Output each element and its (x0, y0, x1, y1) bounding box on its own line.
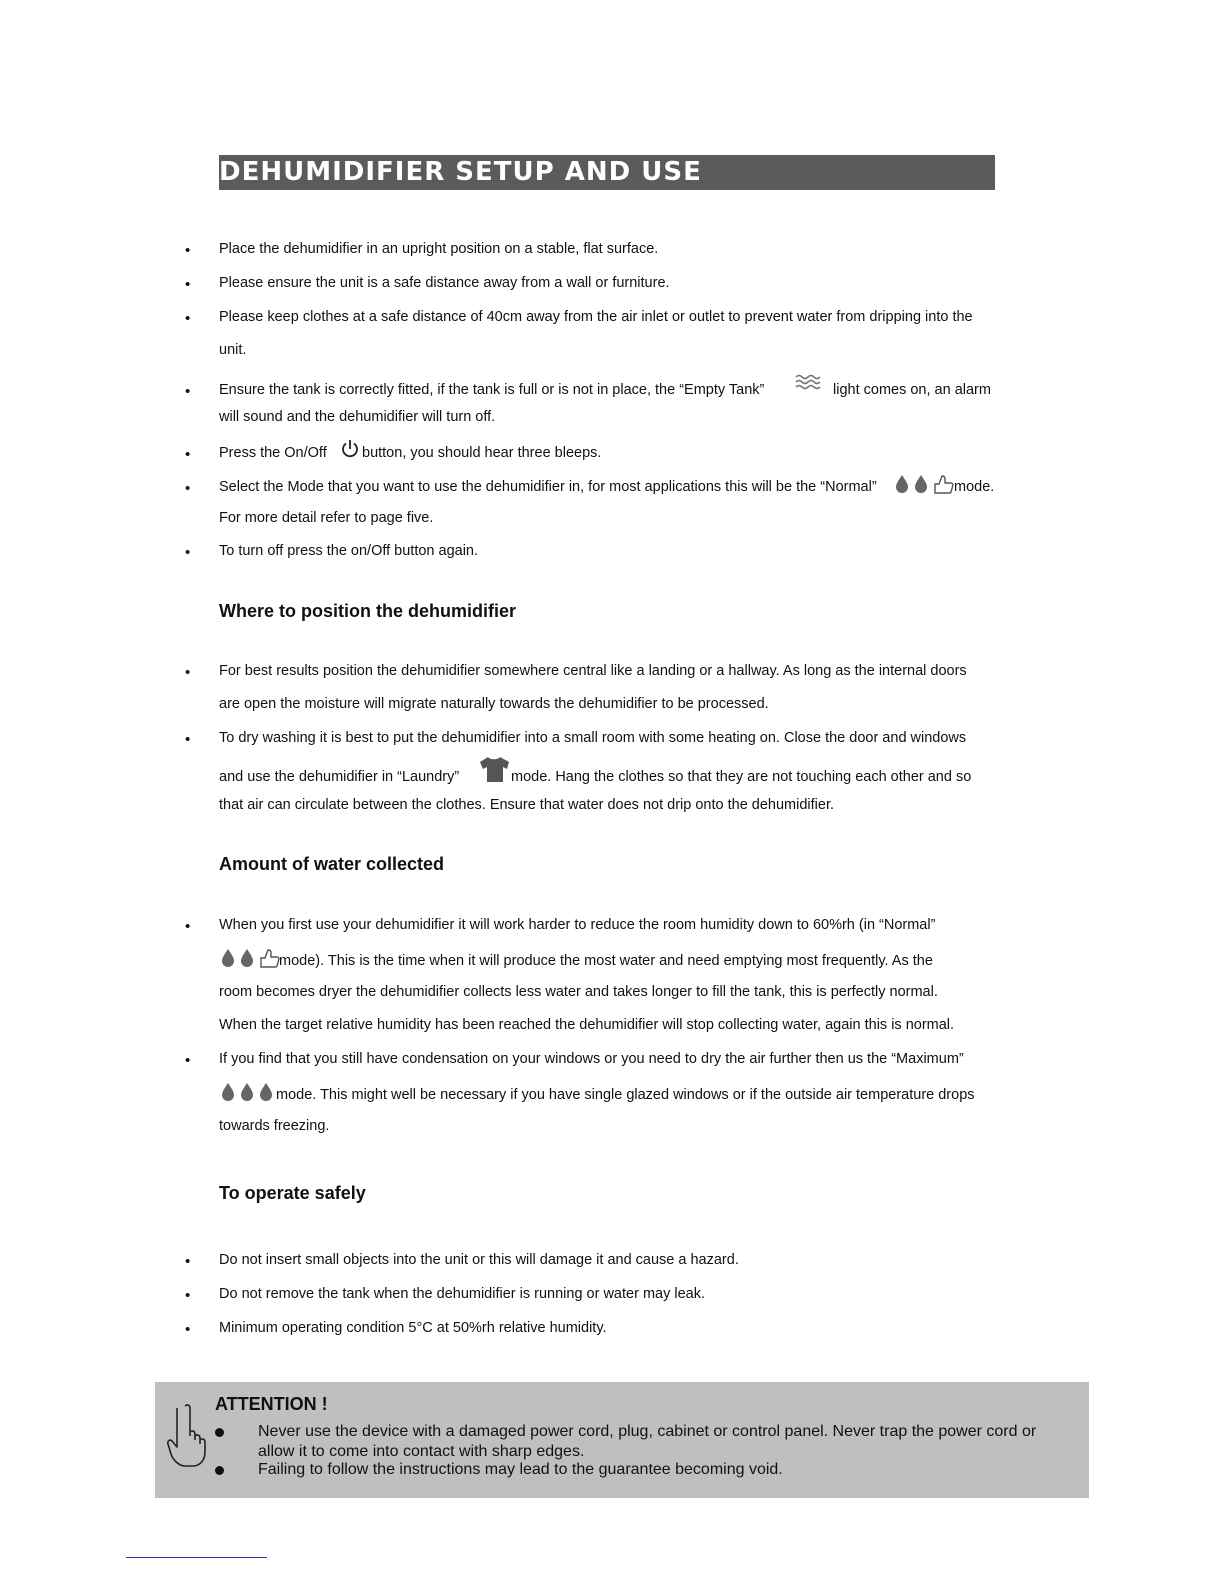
maximum-mode-icon (220, 1081, 276, 1103)
water-line-2a: If you find that you still have condensation on your windows or you need to dry the air further then us the “Maximum” (219, 1051, 964, 1067)
position-line-1a: For best results position the dehumidifier somewhere central like a landing or a hallway. As long as the internal doors (219, 663, 967, 679)
attention-line-1a: Never use the device with a damaged power cord, plug, cabinet or control panel. Never trap the power cord or (258, 1423, 1037, 1440)
pointing-hand-icon (167, 1402, 207, 1472)
setup-line-3a: Please keep clothes at a safe distance of 40cm away from the air inlet or outlet to prevent water from dripping into the (219, 309, 973, 325)
attention-bullet (215, 1428, 224, 1437)
water-line-1c: room becomes dryer the dehumidifier collects less water and takes longer to fill the tank, this is perfectly normal. (219, 984, 938, 1000)
bullet: • (185, 310, 191, 327)
normal-mode-icon (220, 947, 280, 969)
water-drop-icon (241, 1083, 253, 1101)
power-icon (340, 439, 360, 459)
empty-tank-icon (794, 373, 822, 393)
attention-bullet (215, 1466, 224, 1475)
thumbs-up-icon (261, 950, 279, 967)
position-heading: Where to position the dehumidifier (219, 601, 516, 621)
water-line-1d: When the target relative humidity has been reached the dehumidifier will stop collecting water, again this is normal. (219, 1017, 955, 1033)
water-line-1b: mode). This is the time when it will produce the most water and need emptying most frequently. As the (279, 953, 933, 969)
bullet: • (185, 664, 191, 681)
bullet: • (185, 1052, 191, 1069)
thumbs-up-icon (935, 476, 953, 493)
setup-line-3b: unit. (219, 342, 247, 358)
bullet: • (185, 276, 191, 293)
bullet: • (185, 383, 191, 400)
shirt-icon (478, 755, 510, 783)
bullet: • (185, 1321, 191, 1338)
bullet: • (185, 1253, 191, 1270)
water-drop-icon (896, 475, 908, 493)
water-drop-icon (241, 949, 253, 967)
water-drop-icon (222, 1083, 234, 1101)
water-drop-icon (222, 949, 234, 967)
bullet: • (185, 918, 191, 935)
setup-line-5b: button, you should hear three bleeps. (362, 445, 602, 461)
water-drop-icon (260, 1083, 272, 1101)
normal-mode-icon (894, 473, 954, 495)
attention-line-1b: allow it to come into contact with sharp edges. (258, 1443, 585, 1460)
water-line-2b: mode. This might well be necessary if you have single glazed windows or if the outside air temperature drops (276, 1087, 975, 1103)
setup-line-1: Place the dehumidifier in an upright position on a stable, flat surface. (219, 241, 659, 257)
section-title-bar (219, 155, 995, 190)
bullet: • (185, 544, 191, 561)
setup-line-6a: Select the Mode that you want to use the dehumidifier in, for most applications this will be the “Normal” (219, 479, 877, 495)
safety-heading: To operate safely (219, 1183, 366, 1203)
safety-line-1: Do not insert small objects into the unit or this will damage it and cause a hazard. (219, 1252, 739, 1268)
water-heading: Amount of water collected (219, 854, 445, 874)
setup-line-6a2: mode. (954, 479, 995, 495)
attention-box (155, 1382, 1089, 1498)
water-line-2c: towards freezing. (219, 1118, 330, 1134)
position-line-2a: To dry washing it is best to put the dehumidifier into a small room with some heating on. Close the door and windows (219, 730, 967, 746)
setup-line-4a: Ensure the tank is correctly fitted, if the tank is full or is not in place, the “Empty Tank” (219, 382, 765, 398)
bullet: • (185, 1287, 191, 1304)
page-title: DEHUMIDIFIER SETUP AND USE (219, 157, 702, 187)
setup-line-5a: Press the On/Off (219, 445, 327, 461)
water-line-1a: When you first use your dehumidifier it will work harder to reduce the room humidity down to 60%rh (in “Normal” (219, 917, 936, 933)
setup-line-6b: For more detail refer to page five. (219, 510, 434, 526)
setup-line-2: Please ensure the unit is a safe distance away from a wall or furniture. (219, 275, 670, 291)
bullet: • (185, 480, 191, 497)
position-line-2b1: and use the dehumidifier in “Laundry” (219, 769, 460, 785)
setup-line-4b: will sound and the dehumidifier will turn off. (219, 409, 496, 425)
water-drop-icon (915, 475, 927, 493)
attention-title: ATTENTION ! (215, 1394, 328, 1414)
setup-line-4a2: light comes on, an alarm (833, 382, 991, 398)
position-line-2b2: mode. Hang the clothes so that they are not touching each other and so (511, 769, 972, 785)
attention-line-2: Failing to follow the instructions may lead to the guarantee becoming void. (258, 1461, 783, 1478)
bullet: • (185, 242, 191, 259)
position-line-2c: that air can circulate between the clothes. Ensure that water does not drip onto the dehumidifier. (219, 797, 835, 813)
bullet: • (185, 446, 191, 463)
setup-line-7: To turn off press the on/Off button again. (219, 543, 479, 559)
position-line-1b: are open the moisture will migrate naturally towards the dehumidifier to be processed. (219, 696, 769, 712)
footer-rule (126, 1557, 267, 1558)
bullet: • (185, 731, 191, 748)
safety-line-3: Minimum operating condition 5°C at 50%rh relative humidity. (219, 1320, 607, 1336)
safety-line-2: Do not remove the tank when the dehumidifier is running or water may leak. (219, 1286, 705, 1302)
